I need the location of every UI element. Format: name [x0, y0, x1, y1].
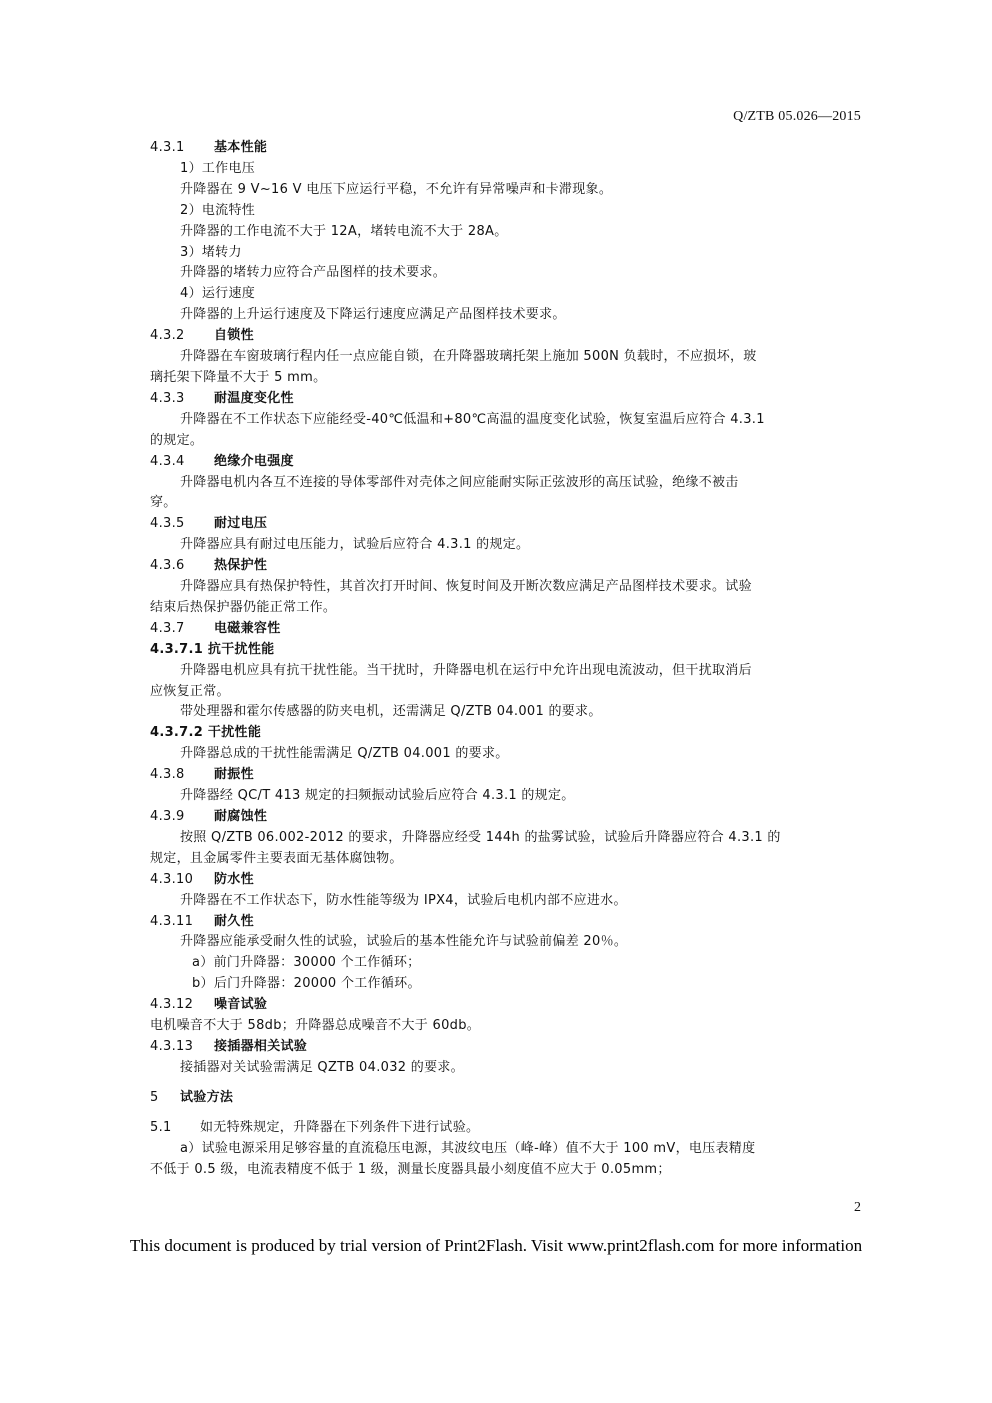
section-number: 4.3.9	[150, 809, 185, 824]
section-number: 4.3.8	[150, 767, 185, 783]
paragraph: 升降器在不工作状态下应能经受-40℃低温和+80℃高温的温度变化试验，恢复室温后应符合 4.3.1	[180, 411, 765, 427]
section-heading-4-3-7-2: 4.3.7.2 干扰性能	[150, 725, 262, 741]
section-heading-4-3-7-1: 4.3.7.1 抗干扰性能	[150, 641, 275, 657]
section-number: 4.3.11	[150, 913, 194, 929]
section-number: 4.3.1	[150, 140, 185, 155]
section-title: 绝缘介电强度	[214, 453, 294, 469]
paragraph: 接插器对关试验需满足 QZTB 04.032 的要求。	[180, 1059, 464, 1075]
section-heading-4-3-13	[150, 1037, 862, 1058]
paragraph: 升降器的上升运行速度及下降运行速度应满足产品图样技术要求。	[180, 307, 566, 323]
section-heading-4-3-6	[150, 556, 862, 577]
paragraph: 升降器总成的干扰性能需满足 Q/ZTB 04.001 的要求。	[180, 746, 509, 762]
section-title: 防水性	[214, 871, 254, 887]
section-heading-5	[150, 1088, 862, 1109]
paragraph-continuation: 应恢复正常。	[150, 683, 230, 699]
section-title: 耐振性	[214, 767, 254, 783]
section-heading-4-3-3	[150, 389, 862, 410]
paragraph: 升降器电机内各互不连接的导体零部件对壳体之间应能耐实际正弦波形的高压试验，绝缘不被击	[180, 474, 739, 490]
section-heading-4-3-9	[150, 807, 862, 828]
section-title: 噪音试验	[214, 997, 268, 1013]
section-title: 耐过电压	[214, 516, 268, 532]
list-item: a）试验电源采用足够容量的直流稳压电源，其波纹电压（峰-峰）值不大于 100 mV，电压表精度	[180, 1140, 756, 1156]
section-heading-4-3-5	[150, 514, 862, 535]
section-heading-4-3-11	[150, 912, 862, 933]
list-item: a）前门升降器：30000 个工作循环；	[192, 955, 421, 971]
section-heading-4-3-1	[150, 138, 862, 159]
paragraph-continuation: 不低于 0.5 级，电流表精度不低于 1 级，测量长度器具最小刻度值不应大于 0.05mm；	[150, 1161, 671, 1177]
section-heading-4-3-2	[150, 326, 862, 347]
paragraph-continuation: 规定，且金属零件主要表面无基体腐蚀物。	[150, 850, 403, 866]
section-text: 如无特殊规定，升降器在下列条件下进行试验。	[200, 1119, 480, 1135]
paragraph: 升降器在车窗玻璃行程内任一点应能自锁，在升降器玻璃托架上施加 500N 负载时，不应损坏，玻	[180, 349, 757, 365]
paragraph: 升降器应能承受耐久性的试验，试验后的基本性能允许与试验前偏差 20％。	[180, 934, 628, 950]
section-number: 4.3.12	[150, 997, 194, 1013]
paragraph: 按照 Q/ZTB 06.002-2012 的要求，升降器应经受 144h 的盐雾试验，试验后升降器应符合 4.3.1 的	[180, 829, 781, 845]
spacer	[150, 1079, 862, 1088]
paragraph: 升降器经 QC/T 413 规定的扫频振动试验后应符合 4.3.1 的规定。	[180, 788, 575, 804]
document-body	[150, 138, 862, 1180]
section-title: 基本性能	[214, 140, 268, 155]
section-title: 试验方法	[180, 1089, 234, 1105]
section-title: 耐久性	[214, 913, 254, 929]
section-number: 5	[150, 1089, 159, 1105]
section-number: 4.3.4	[150, 453, 185, 469]
section-number: 4.3.13	[150, 1038, 194, 1054]
paragraph: 升降器电机应具有抗干扰性能。当干扰时，升降器电机在运行中允许出现电流波动，但干扰取消后	[180, 662, 752, 678]
list-item: b）后门升降器：20000 个工作循环。	[192, 976, 421, 992]
section-number: 5.1	[150, 1119, 172, 1135]
section-heading-4-3-4	[150, 452, 862, 473]
section-number: 4.3.10	[150, 871, 194, 887]
trial-version-notice: This document is produced by trial version of Print2Flash. Visit www.print2flash.com for more information	[129, 1236, 863, 1255]
section-title: 电磁兼容性	[214, 620, 281, 636]
section-heading-4-3-10	[150, 870, 862, 891]
section-number: 4.3.2	[150, 328, 185, 344]
paragraph-continuation: 的规定。	[150, 432, 204, 448]
paragraph: 升降器应具有热保护特性，其首次打开时间、恢复时间及开断次数应满足产品图样技术要求。试验	[180, 579, 752, 595]
section-number: 4.3.7	[150, 620, 185, 636]
section-number: 4.3.6	[150, 558, 185, 574]
section-number: 4.3.5	[150, 516, 185, 532]
paragraph: 升降器的工作电流不大于 12A，堵转电流不大于 28A。	[180, 223, 508, 239]
paragraph-continuation: 璃托架下降量不大于 5 mm。	[150, 369, 327, 385]
paragraph-continuation: 结束后热保护器仍能正常工作。	[150, 599, 337, 615]
paragraph: 升降器在不工作状态下，防水性能等级为 IPX4，试验后电机内部不应进水。	[180, 892, 627, 908]
section-title: 耐温度变化性	[214, 390, 294, 406]
section-title: 自锁性	[214, 328, 254, 344]
section-heading-4-3-7	[150, 619, 862, 640]
paragraph: 升降器应具有耐过电压能力，试验后应符合 4.3.1 的规定。	[180, 537, 530, 553]
subheading: 1）工作电压	[180, 160, 256, 176]
paragraph: 带处理器和霍尔传感器的防夹电机，还需满足 Q/ZTB 04.001 的要求。	[180, 704, 602, 720]
section-heading-4-3-8	[150, 765, 862, 786]
section-title: 接插器相关试验	[214, 1038, 308, 1054]
section-title: 耐腐蚀性	[214, 809, 268, 824]
section-number: 4.3.3	[150, 390, 185, 406]
section-title: 热保护性	[214, 558, 268, 574]
subheading: 3）堵转力	[180, 244, 242, 260]
document-code: Q/ZTB 05.026—2015	[733, 109, 861, 124]
section-heading-4-3-12	[150, 995, 862, 1016]
paragraph: 升降器在 9 V~16 V 电压下应运行平稳，不允许有异常噪声和卡滞现象。	[180, 181, 613, 197]
subheading: 4）运行速度	[180, 286, 256, 302]
subheading: 2）电流特性	[180, 202, 256, 218]
paragraph-continuation: 穿。	[150, 495, 177, 511]
page-number: 2	[854, 1200, 861, 1215]
paragraph: 电机噪音不大于 58db；升降器总成噪音不大于 60db。	[150, 1018, 481, 1034]
spacer	[150, 1109, 862, 1118]
paragraph: 升降器的堵转力应符合产品图样的技术要求。	[180, 265, 447, 281]
section-5-1	[150, 1118, 862, 1139]
